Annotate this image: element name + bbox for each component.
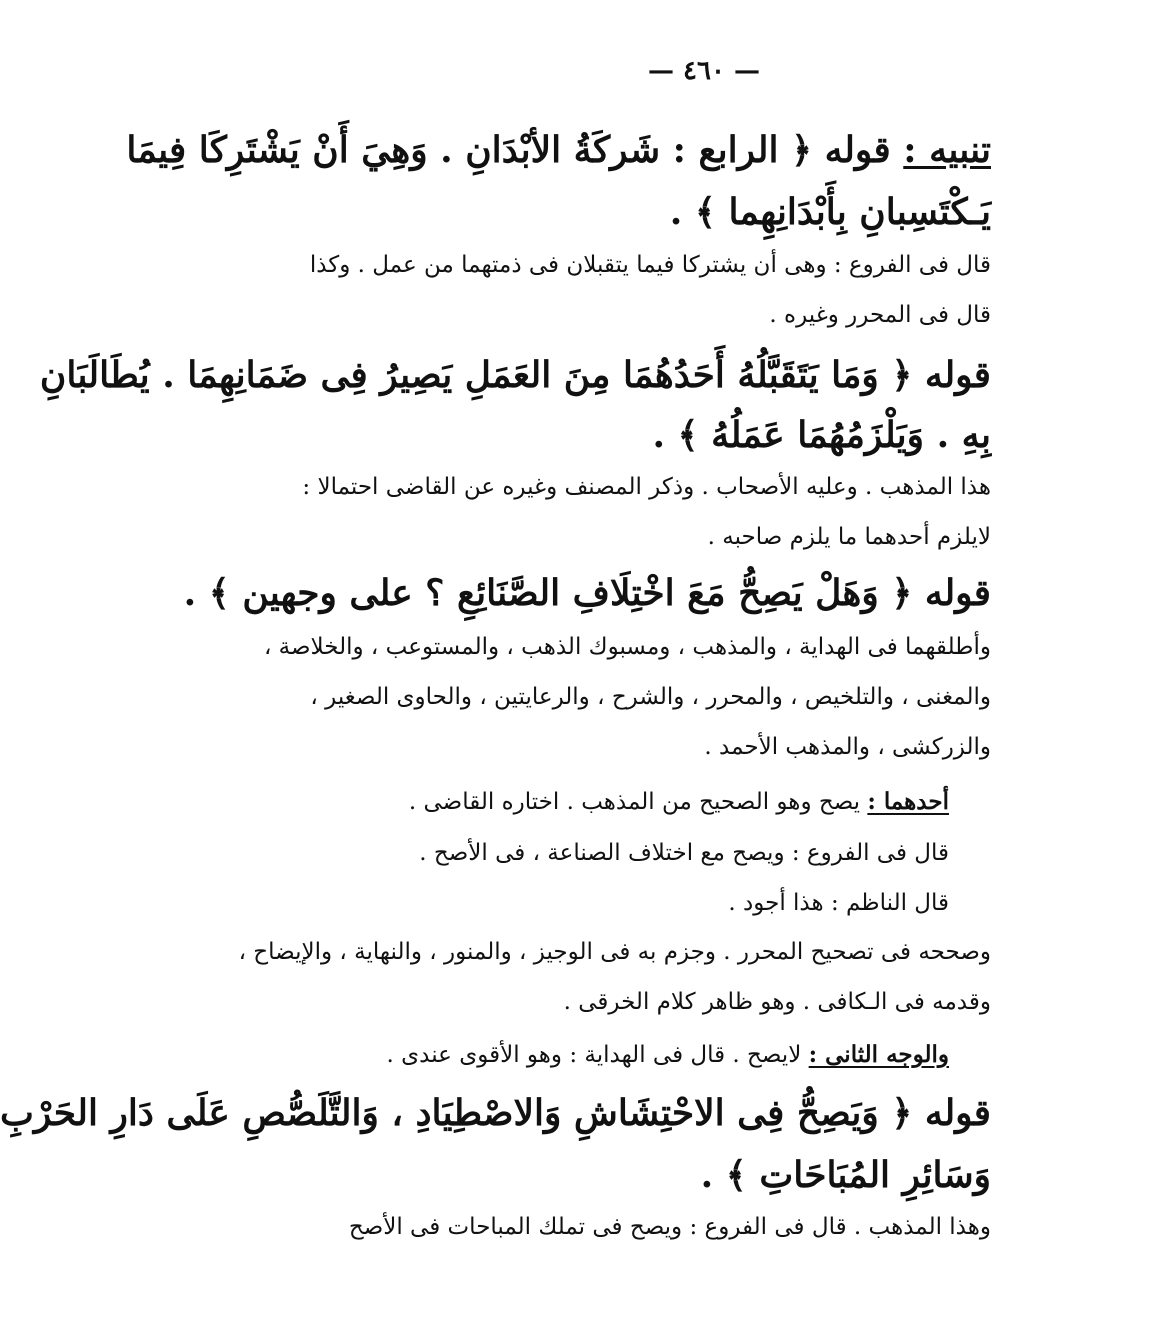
line-text: قال فى المحرر وغيره . <box>769 302 991 328</box>
line-text: بِهِ . وَيَلْزَمُهُمَا عَمَلُهُ ﴾ . <box>652 414 991 456</box>
matn-line <box>39 350 991 400</box>
page-number: — ٤٦٠ — <box>647 56 761 86</box>
line-text: وصححه فى تصحيح المحرر . وجزم به فى الوجيز ، والمنور ، والنهاية ، والإيضاح ، <box>238 939 991 965</box>
line-text: وأطلقهما فى الهداية ، والمذهب ، ومسبوك الذهب ، والمستوعب ، والخلاصة ، <box>263 634 991 660</box>
line-text: قال فى الفروع : وهى أن يشتركا فيما يتقبلان فى ذمتهما من عمل . وكذا <box>309 252 991 278</box>
lead-term: تنبيه : <box>903 129 991 171</box>
sharh-line <box>329 298 991 332</box>
line-text: وهذا المذهب . قال فى الفروع : ويصح فى تملك المباحات فى الأصح <box>348 1214 991 1240</box>
sharh-line <box>329 985 991 1019</box>
sharh-line <box>329 730 991 764</box>
line-text: يَـكْتَسِبانِ بِأَبْدَانِهِما ﴾ . <box>669 191 991 233</box>
line-text: يصح وهو الصحيح من المذهب . اختاره القاضى . <box>408 789 868 815</box>
line-text: قوله ﴿ الرابع : شَركَةُ الأبْدَانِ . وَهِيَ أَنْ يَشْتَرِكَا فِيمَا <box>126 129 904 171</box>
matn-line <box>329 410 991 460</box>
sharh-line <box>329 1210 991 1244</box>
sharh-line <box>263 630 991 664</box>
sharh-line <box>329 836 949 870</box>
line-text: وقدمه فى الـكافى . وهو ظاهر كلام الخرقى . <box>563 989 991 1015</box>
sharh-line <box>238 935 991 969</box>
line-text: هذا المذهب . وعليه الأصحاب . وذكر المصنف وغيره عن القاضى احتمالا : <box>302 474 991 500</box>
line-text: وَسَائِرِ المُبَاحَاتِ ﴾ . <box>700 1154 991 1196</box>
line-text: قال الناظم : هذا أجود . <box>728 890 949 916</box>
lead-term: والوجه الثانى : <box>808 1041 949 1068</box>
line-text: قوله ﴿ وَيَصِحُّ فِى الاحْتِشَاشِ وَالاصْطِيَادِ ، وَالتَّلَصُّصِ عَلَى دَارِ الحَرْبِ <box>0 1092 991 1134</box>
matn-line <box>329 1150 991 1200</box>
lead-term: أحدهما : <box>867 788 949 815</box>
matn-line <box>0 1088 991 1138</box>
line-text: لايصح . قال فى الهداية : وهو الأقوى عندى . <box>386 1042 809 1068</box>
line-text: قال فى الفروع : ويصح مع اختلاف الصناعة ، فى الأصح . <box>419 840 949 866</box>
sharh-line <box>309 248 991 282</box>
sharh-line <box>329 785 949 819</box>
sharh-line <box>329 886 949 920</box>
matn-line <box>329 187 991 237</box>
line-text: والزركشى ، والمذهب الأحمد . <box>704 734 991 760</box>
line-text: قوله ﴿ وَهَلْ يَصِحُّ مَعَ اخْتِلَافِ الصَّنَائِعِ ؟ على وجهين ﴾ . <box>183 572 991 614</box>
matn-line <box>183 568 991 618</box>
sharh-line <box>310 680 991 714</box>
line-text: والمغنى ، والتلخيص ، والمحرر ، والشرح ، والرعايتين ، والحاوى الصغير ، <box>310 684 991 710</box>
matn-line <box>126 125 991 175</box>
line-text: قوله ﴿ وَمَا يَتَقَبَّلُهُ أَحَدُهُمَا مِنَ العَمَلِ يَصِيرُ فِى ضَمَانِهِمَا . يُطَالَبَانِ <box>39 354 991 396</box>
sharh-line <box>329 1038 949 1072</box>
sharh-line <box>302 470 991 504</box>
sharh-line <box>329 520 991 554</box>
line-text: لايلزم أحدهما ما يلزم صاحبه . <box>707 524 991 550</box>
